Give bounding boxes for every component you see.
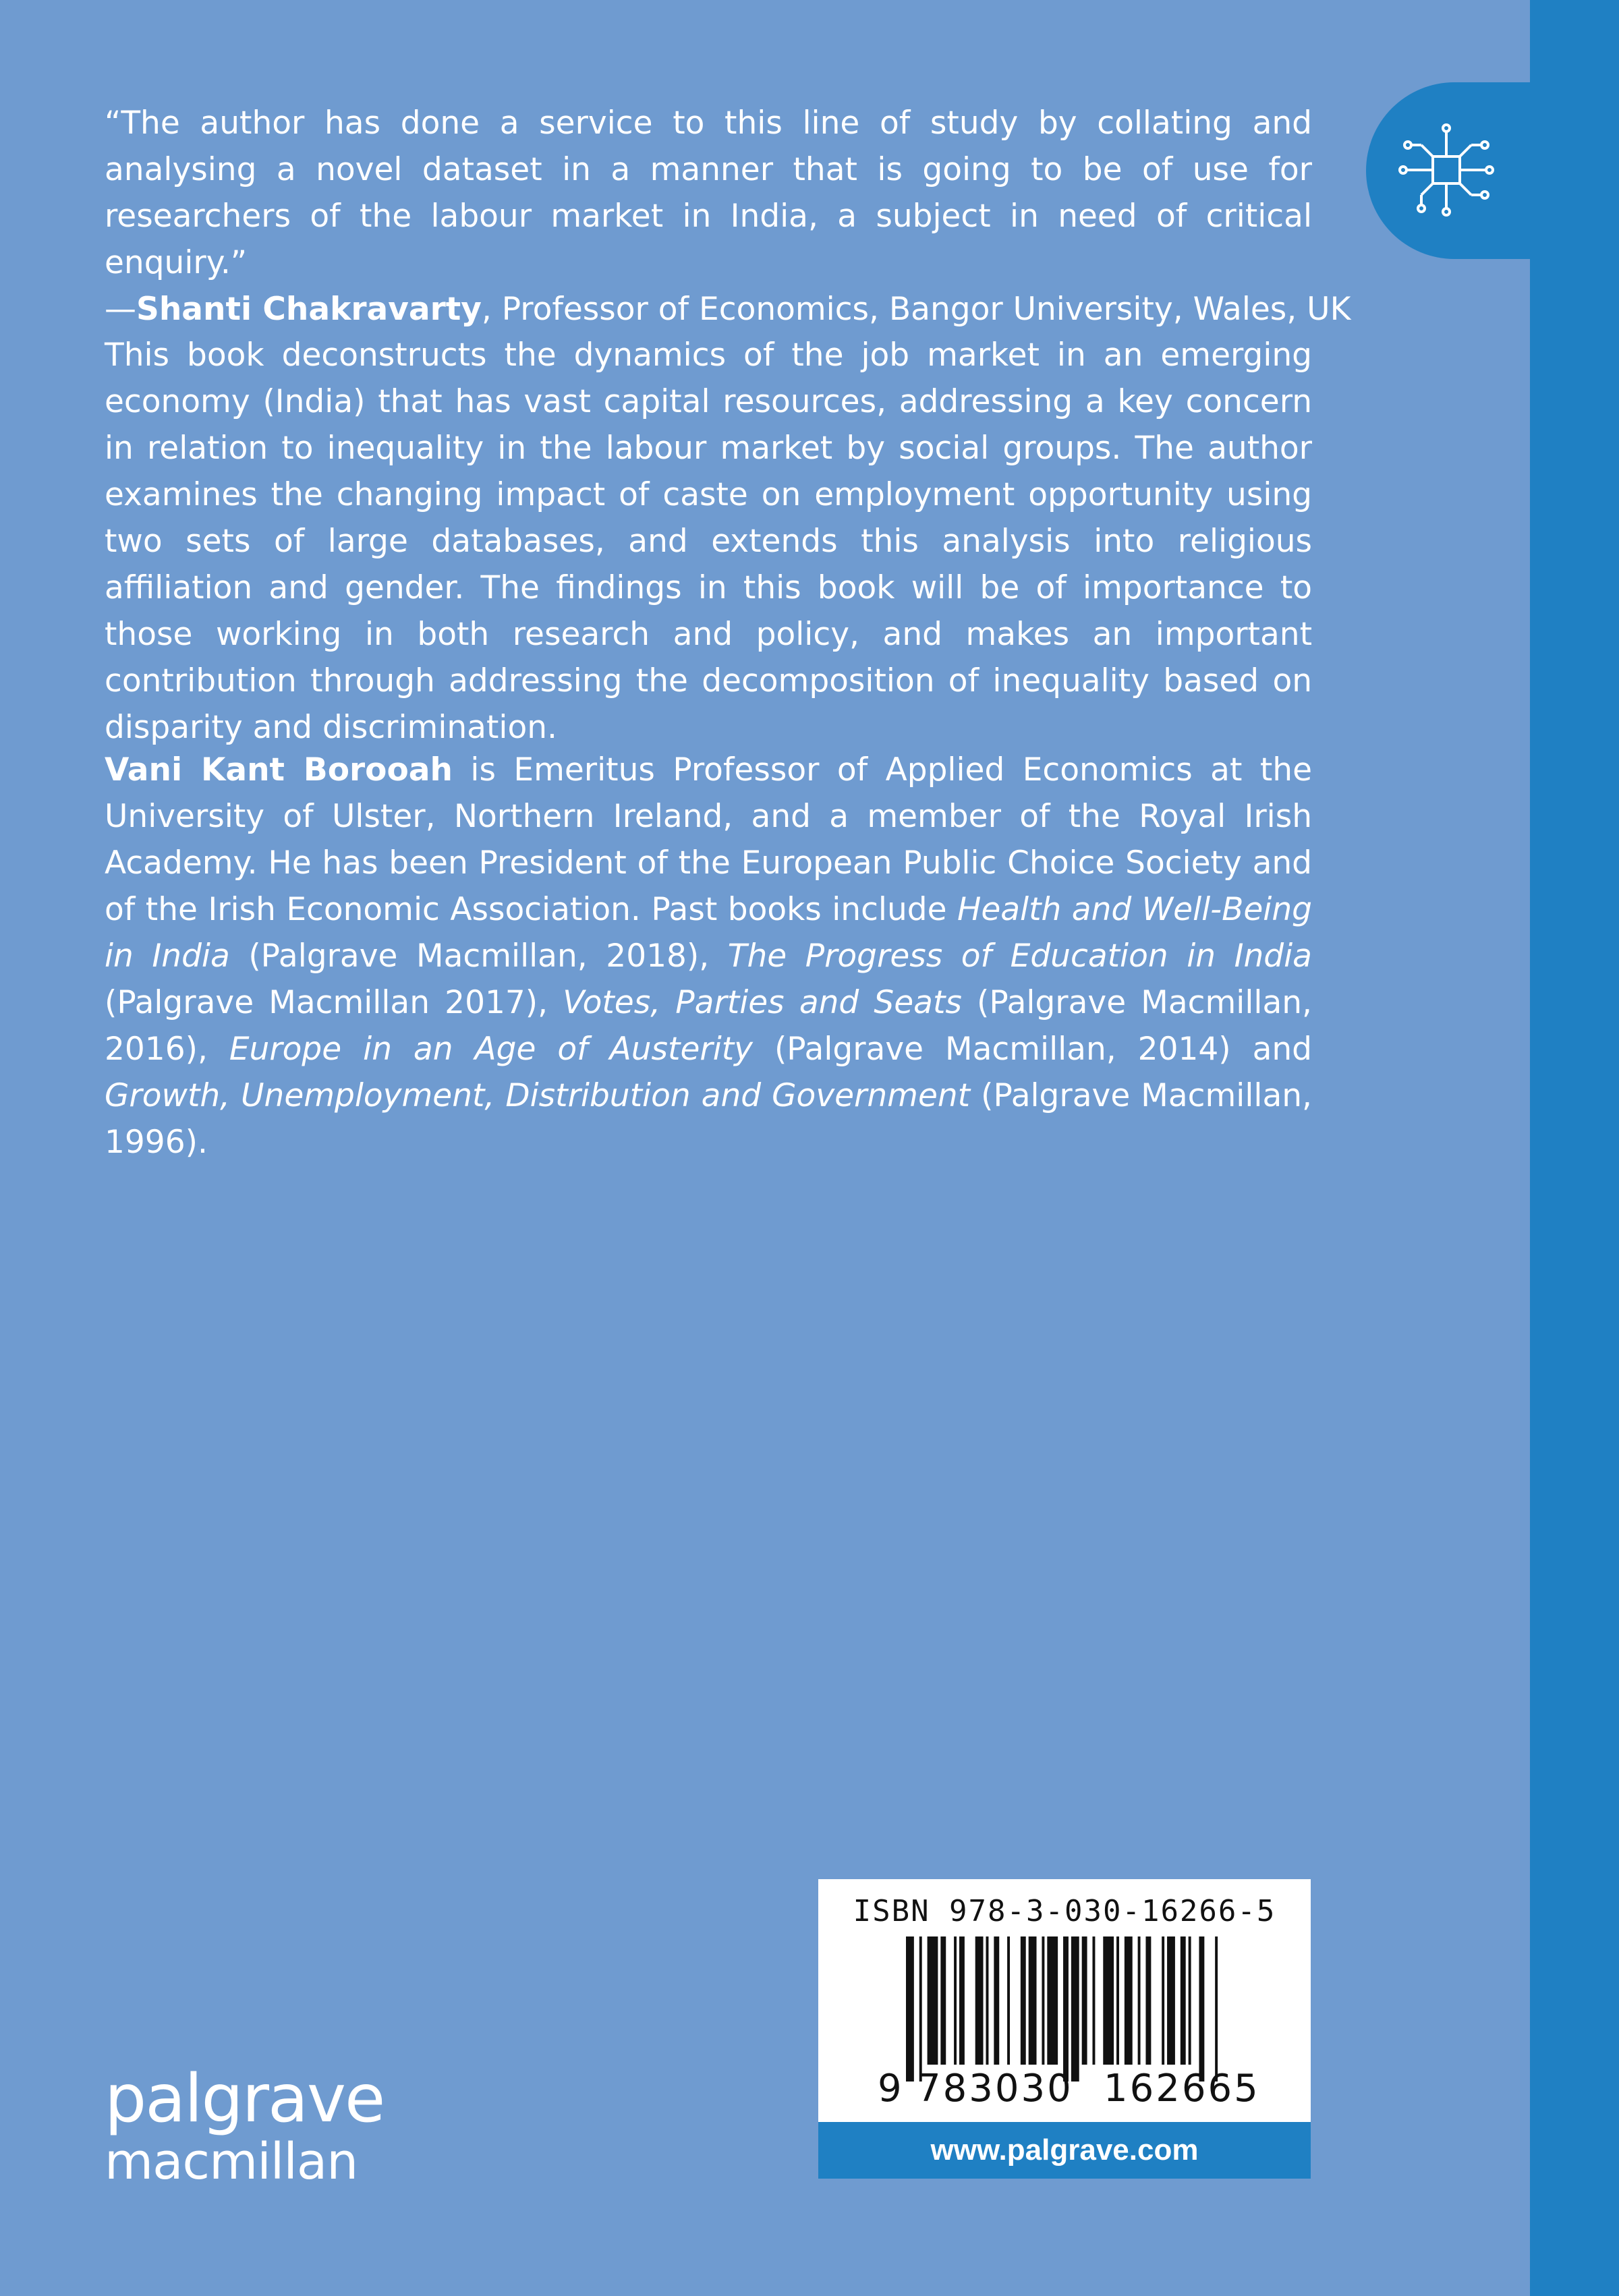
spine-strip (1530, 0, 1619, 2296)
barcode-bar (1145, 1936, 1151, 2065)
isbn-barcode-box (818, 1879, 1311, 2122)
book-title-5: Growth, Unemployment, Distribution and Government (105, 1077, 971, 1114)
barcode-bar (959, 1936, 965, 2065)
barcode-bar (1199, 1936, 1204, 2082)
book-description (105, 332, 1312, 751)
attribution-affiliation: , Professor of Economics, Bangor University, Wales, UK (481, 291, 1351, 328)
barcode-bar (919, 1936, 922, 2082)
barcode-bar (986, 1936, 988, 2065)
book-publisher-2: (Palgrave Macmillan 2017), (105, 984, 563, 1021)
barcode-bar (1029, 1936, 1037, 2065)
bio-paragraph (105, 747, 1312, 1166)
palgrave-network-logo-icon (1396, 116, 1497, 224)
publisher-logo (105, 2061, 385, 2191)
barcode-bar (906, 1936, 914, 2082)
barcode-bar (1103, 1936, 1114, 2065)
endorsement-quote (105, 100, 1351, 333)
barcode-bar (1215, 1936, 1218, 2082)
publisher-name-line1: palgrave (105, 2061, 385, 2137)
barcode-bar (1007, 1936, 1010, 2065)
book-publisher-3: (Palgrave Macmillan, 2016), (105, 984, 1312, 1068)
barcode-bar (1125, 1936, 1133, 2065)
barcode-bar (1189, 1936, 1191, 2065)
bio-intro: is Emeritus Professor of Applied Economics at the University of Ulster, Northern Ireland, and a member of the Royal Irish Academy. He has been President of the European Public Choice Society and of the Irish Economic Association. Past books include (105, 751, 1312, 928)
barcode-bar (1042, 1936, 1044, 2065)
barcode-bar (954, 1936, 957, 2065)
barcode-bar (940, 1936, 946, 2065)
barcode-bar (1181, 1936, 1186, 2065)
barcode-bar (994, 1936, 999, 2065)
book-title-3: Votes, Parties and Seats (563, 984, 962, 1021)
description-text: This book deconstructs the dynamics of the job market in an emerging economy (India) that has vast capital resources, addressing a key concern in relation to inequality in the labour market by social groups. The author examines the changing impact of caste on employment opportunity using two sets of large databases, and extends this analysis into religious affiliation and gender. The findings in this book will be of importance to those working in both research and policy, and makes an important contribution through addressing the decomposition of inequality based on disparity and discrimination. (105, 337, 1312, 746)
barcode-bar (1047, 1936, 1058, 2065)
quote-attribution (105, 286, 1351, 333)
attribution-dash: — (105, 291, 136, 328)
barcode-bar (1167, 1936, 1175, 2065)
isbn-label: ISBN 978-3-030-16266-5 (853, 1894, 1276, 1928)
book-title-4: Europe in an Age of Austerity (229, 1031, 753, 1068)
book-publisher-4: (Palgrave Macmillan, 2014) and (753, 1031, 1313, 1068)
barcode-bar (1116, 1936, 1119, 2065)
author-name: Vani Kant Borooah (105, 751, 453, 788)
barcode (906, 1936, 1223, 2082)
barcode-bar (975, 1936, 984, 2065)
barcode-bar (1082, 1936, 1087, 2065)
barcode-digit-group-1: 783030 (917, 2067, 1073, 2111)
barcode-bar (1021, 1936, 1026, 2065)
barcode-bar (928, 1936, 938, 2065)
barcode-bar (1162, 1936, 1164, 2065)
barcode-bar (1138, 1936, 1141, 2065)
barcode-digit-group-2: 162665 (1104, 2067, 1260, 2111)
barcode-bar (1071, 1936, 1079, 2082)
book-publisher-5: (Palgrave Macmillan, 1996). (105, 1077, 1312, 1161)
barcode-digit-first: 9 (878, 2067, 904, 2111)
publisher-name-line2: macmillan (105, 2133, 358, 2191)
book-title-2: The Progress of Education in India (727, 938, 1312, 975)
quote-text: “The author has done a service to this line of study by collating and analysing a novel dataset in a manner that is going to be of use for researchers of the labour market in India, a subject in need of critical enquiry.” (105, 105, 1312, 281)
attribution-name: Shanti Chakravarty (136, 291, 482, 328)
barcode-bar (1092, 1936, 1095, 2065)
author-bio (105, 747, 1312, 1166)
book-publisher-1: (Palgrave Macmillan, 2018), (229, 938, 728, 975)
publisher-website: www.palgrave.com (818, 2122, 1311, 2179)
book-title-1: Health and Well-Being in India (105, 891, 1312, 975)
barcode-bar (1063, 1936, 1069, 2082)
publisher-logo-tab (1366, 82, 1530, 259)
